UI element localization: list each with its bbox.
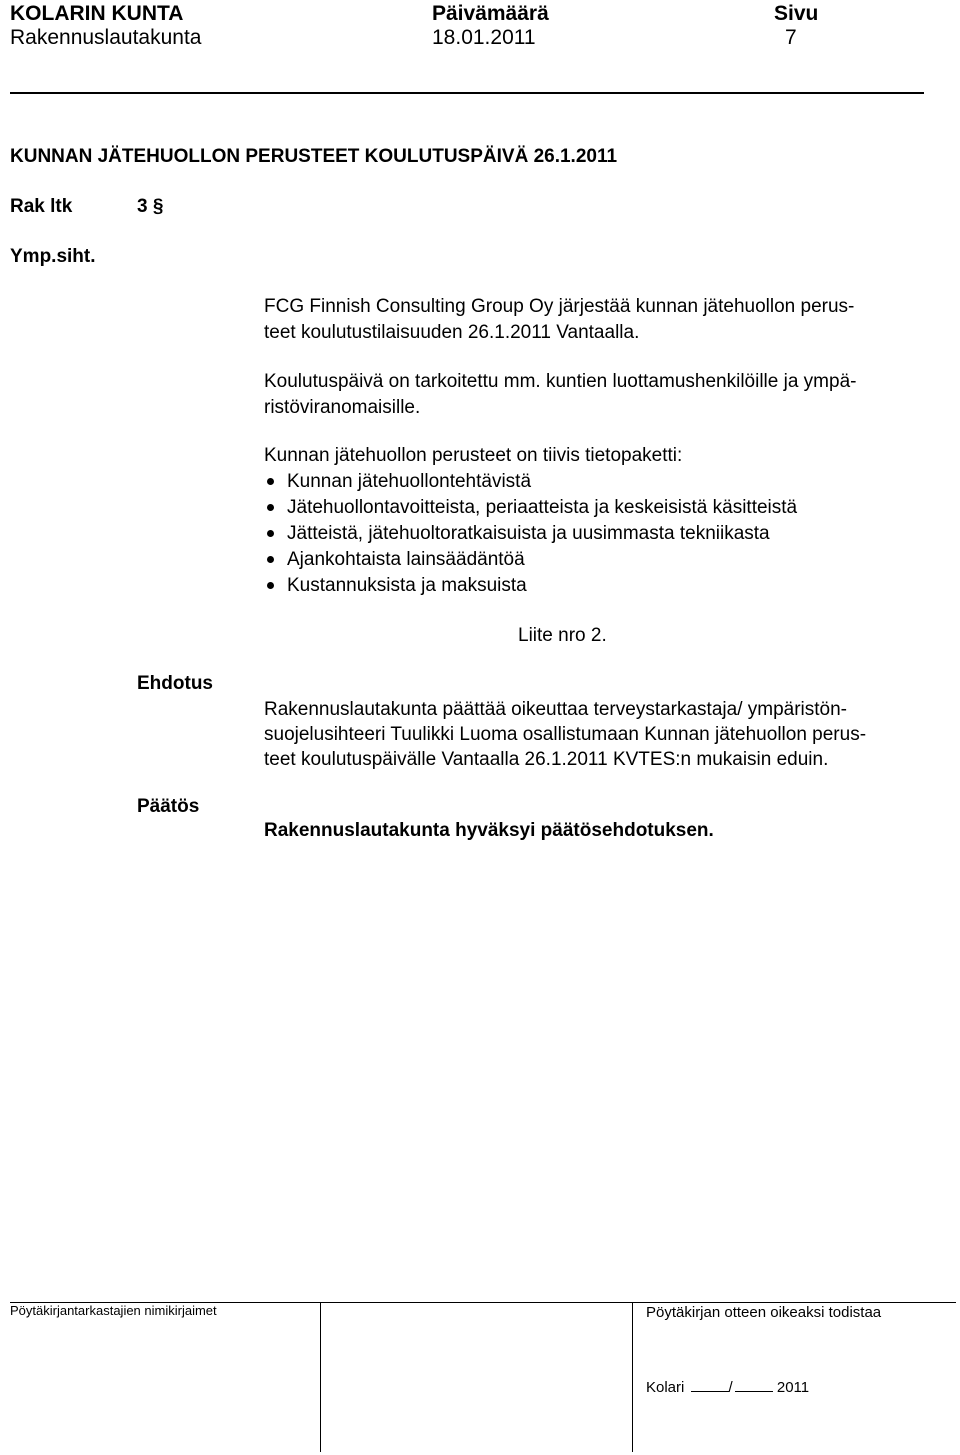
attachment-reference: Liite nro 2. [518, 625, 607, 646]
footer-left-divider [320, 1302, 321, 1452]
proposal-line-2: suojelusihteeri Tuulikki Luoma osallistumaan Kunnan jätehuollon perus- [264, 724, 867, 745]
signature-year: 2011 [776, 1379, 810, 1396]
signature-date-line [646, 1377, 809, 1396]
list-intro: Kunnan jätehuollon perusteet on tiivis tietopaketti: [264, 445, 683, 466]
municipality-name: KOLARIN KUNTA [10, 2, 184, 25]
decision-text: Rakennuslautakunta hyväksyi päätösehdotuksen. [264, 820, 714, 841]
page-label: Sivu [774, 2, 819, 25]
proposal-line-1: Rakennuslautakunta päättää oikeuttaa terveystarkastaja/ ympäristön- [264, 699, 847, 720]
preparer: Ymp.siht. [10, 246, 96, 267]
bullet-icon [267, 582, 274, 589]
proposal-line-3: teet koulutuspäivälle Vantaalla 26.1.2011 KVTES:n mukaisin eduin. [264, 749, 829, 770]
proposal-label: Ehdotus [137, 673, 213, 694]
case-number: 3 § [137, 196, 164, 217]
bullet-icon [267, 478, 274, 485]
case-reference: Rak ltk [10, 196, 73, 217]
list-item: Kustannuksista ja maksuista [287, 575, 527, 596]
paragraph-1-line-1: FCG Finnish Consulting Group Oy järjestää kunnan jätehuollon perus- [264, 296, 855, 317]
list-item: Jätehuollontavoitteista, periaatteista ja keskeisistä käsitteistä [287, 497, 798, 518]
certification-label: Pöytäkirjan otteen oikeaksi todistaa [646, 1304, 882, 1321]
paragraph-2-line-2: ristöviranomaisille. [264, 397, 421, 418]
bullet-icon [267, 504, 274, 511]
paragraph-1-line-2: teet koulutustilaisuuden 26.1.2011 Vantaalla. [264, 322, 640, 343]
list-item: Ajankohtaista lainsäädäntöä [287, 549, 525, 570]
inspectors-initials-label: Pöytäkirjantarkastajien nimikirjaimet [10, 1303, 217, 1318]
footer-right-divider [632, 1302, 633, 1452]
date-separator: / [728, 1379, 733, 1396]
bullet-icon [267, 556, 274, 563]
header-rule [10, 92, 924, 94]
day-blank [691, 1377, 729, 1392]
decision-label: Päätös [137, 796, 200, 817]
list-item: Kunnan jätehuollontehtävistä [287, 471, 532, 492]
list-item: Jätteistä, jätehuoltoratkaisuista ja uusimmasta tekniikasta [287, 523, 770, 544]
board-name: Rakennuslautakunta [10, 26, 202, 49]
signature-place: Kolari [646, 1379, 685, 1396]
page-number: 7 [785, 26, 797, 49]
month-blank [735, 1377, 773, 1392]
bullet-icon [267, 530, 274, 537]
document-title: KUNNAN JÄTEHUOLLON PERUSTEET KOULUTUSPÄIVÄ 26.1.2011 [10, 146, 618, 167]
date-label: Päivämäärä [432, 2, 549, 25]
date-value: 18.01.2011 [432, 26, 536, 49]
paragraph-2-line-1: Koulutuspäivä on tarkoitettu mm. kuntien luottamushenkilöille ja ympä- [264, 371, 857, 392]
